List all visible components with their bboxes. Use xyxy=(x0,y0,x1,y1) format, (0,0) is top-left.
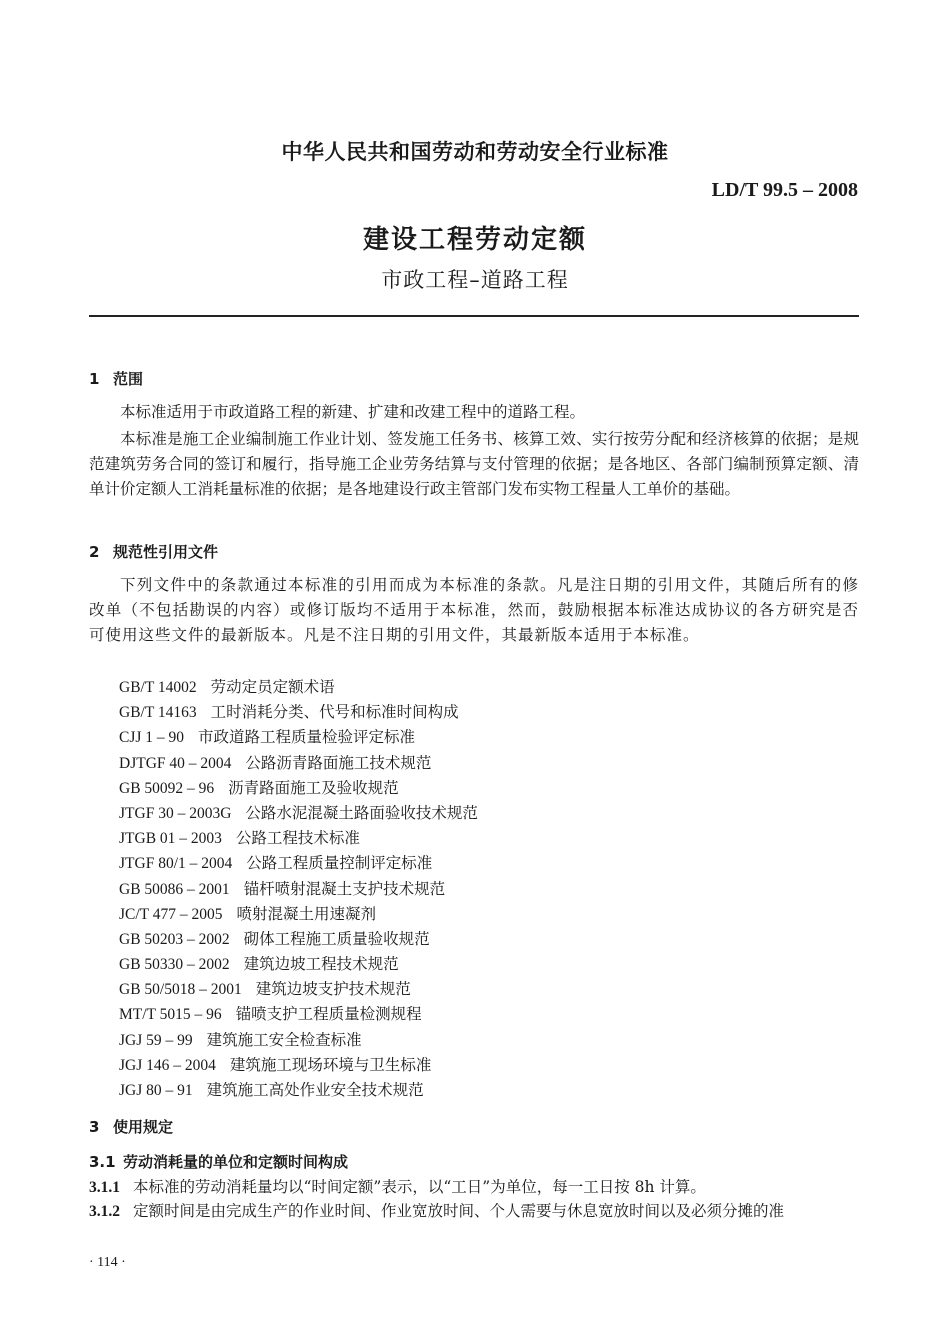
reference-code: JTGB 01 – 2003 xyxy=(119,830,222,848)
reference-title: 劳动定员定额术语 xyxy=(210,678,335,696)
reference-code: JC/T 477 – 2005 xyxy=(119,905,223,923)
clause-3-1-1-number: 3.1.1 xyxy=(89,1179,120,1196)
section-3-title: 使用规定 xyxy=(113,1118,174,1136)
reference-title: 砌体工程施工质量验收规范 xyxy=(243,929,430,948)
subsection-3-1-heading xyxy=(89,1151,348,1172)
clause-3-1-1-text: 本标准的劳动消耗量均以“时间定额”表示，以“工日”为单位，每一工日按 8h 计算。 xyxy=(133,1178,706,1196)
reference-code: JGJ 146 – 2004 xyxy=(119,1056,216,1074)
industry-standard-heading: 中华人民共和国劳动和劳动安全行业标准 xyxy=(281,140,669,164)
subsection-3-1-number: 3.1 xyxy=(89,1153,116,1171)
reference-item xyxy=(119,776,478,801)
normative-references-list xyxy=(119,675,478,1103)
reference-item xyxy=(119,826,478,851)
clause-3-1-2 xyxy=(89,1199,859,1224)
section-2-paragraph: 下列文件中的条款通过本标准的引用而成为本标准的条款。凡是注日期的引用文件，其随后所有的修改单（不包括勘误的内容）或修订版均不适用于本标准，然而，鼓励根据本标准达成协议的各方研究是否可使用这些文件的最新版本。凡是不注日期的引用文件，其最新版本适用于本标准。 xyxy=(89,576,859,644)
section-3-heading xyxy=(89,1116,173,1137)
clause-3-1-1 xyxy=(89,1175,859,1200)
reference-title: 市政道路工程质量检验评定标准 xyxy=(198,728,416,747)
reference-item xyxy=(119,1078,478,1103)
section-1-number: 1 xyxy=(89,370,100,388)
document-title: 建设工程劳动定额 xyxy=(362,225,587,255)
reference-item xyxy=(119,952,478,977)
reference-title: 公路工程技术标准 xyxy=(235,829,360,848)
reference-code: CJJ 1 – 90 xyxy=(119,729,185,747)
reference-code: DJTGF 40 – 2004 xyxy=(119,754,232,772)
reference-item xyxy=(119,751,478,776)
reference-title: 建筑边坡支护技术规范 xyxy=(255,980,411,999)
reference-item xyxy=(119,801,478,826)
section-1-title: 范围 xyxy=(113,370,144,388)
standard-code: LD/T 99.5 – 2008 xyxy=(711,179,858,201)
reference-code: GB 50092 – 96 xyxy=(119,779,215,797)
page-number: · 114 · xyxy=(89,1255,126,1270)
reference-code: JTGF 30 – 2003G xyxy=(119,804,232,822)
section-2-title: 规范性引用文件 xyxy=(113,543,219,561)
reference-title: 喷射混凝土用速凝剂 xyxy=(236,904,377,923)
reference-title: 建筑边坡工程技术规范 xyxy=(243,955,399,974)
section-2-heading xyxy=(89,541,218,562)
reference-title: 锚杆喷射混凝土支护技术规范 xyxy=(243,879,446,898)
reference-code: GB 50/5018 – 2001 xyxy=(119,981,242,999)
reference-item xyxy=(119,725,478,750)
reference-title: 建筑施工现场环境与卫生标准 xyxy=(229,1055,432,1074)
document-subtitle: 市政工程–道路工程 xyxy=(381,268,569,292)
reference-item xyxy=(119,977,478,1002)
section-3-number: 3 xyxy=(89,1118,100,1136)
reference-item xyxy=(119,902,478,927)
reference-code: GB 50203 – 2002 xyxy=(119,930,230,948)
reference-code: GB 50086 – 2001 xyxy=(119,880,230,898)
reference-title: 工时消耗分类、代号和标准时间构成 xyxy=(210,703,459,722)
reference-title: 公路沥青路面施工技术规范 xyxy=(245,753,432,772)
reference-title: 锚喷支护工程质量检测规程 xyxy=(235,1005,422,1024)
reference-code: GB 50330 – 2002 xyxy=(119,956,230,974)
reference-item xyxy=(119,700,478,725)
reference-code: MT/T 5015 – 96 xyxy=(119,1006,222,1024)
subsection-3-1-title: 劳动消耗量的单位和定额时间构成 xyxy=(123,1153,349,1171)
section-2-number: 2 xyxy=(89,543,100,561)
reference-item xyxy=(119,927,478,952)
reference-item xyxy=(119,675,478,700)
reference-title: 公路工程质量控制评定标准 xyxy=(246,854,433,873)
reference-title: 建筑施工安全检查标准 xyxy=(206,1030,362,1049)
reference-title: 公路水泥混凝土路面验收技术规范 xyxy=(245,803,478,822)
title-divider xyxy=(89,315,859,317)
reference-item xyxy=(119,1002,478,1027)
reference-item xyxy=(119,1053,478,1078)
reference-item xyxy=(119,1028,478,1053)
reference-code: JGJ 59 – 99 xyxy=(119,1031,193,1049)
reference-item xyxy=(119,877,478,902)
reference-title: 建筑施工高处作业安全技术规范 xyxy=(206,1081,424,1099)
reference-code: GB/T 14163 xyxy=(119,704,197,722)
clause-3-1-2-number: 3.1.2 xyxy=(89,1203,120,1220)
section-1-heading xyxy=(89,368,143,389)
reference-code: JGJ 80 – 91 xyxy=(119,1082,193,1099)
section-1-paragraph-2: 本标准是施工企业编制施工作业计划、签发施工任务书、核算工效、实行按劳分配和经济核算的依据；是规范建筑劳务合同的签订和履行，指导施工企业劳务结算与支付管理的依据；是各地区、各部门编制预算定额、清单计价定额人工消耗量标准的依据；是各地建设行政主管部门发布实物工程量人工单价的基础。 xyxy=(89,430,859,498)
clause-3-1-2-text: 定额时间是由完成生产的作业时间、作业宽放时间、个人需要与休息宽放时间以及必须分摊的准 xyxy=(133,1202,785,1220)
reference-code: GB/T 14002 xyxy=(119,679,197,696)
reference-code: JTGF 80/1 – 2004 xyxy=(119,855,233,873)
reference-title: 沥青路面施工及验收规范 xyxy=(228,778,399,797)
reference-item xyxy=(119,851,478,876)
section-1-paragraph-1: 本标准适用于市政道路工程的新建、扩建和改建工程中的道路工程。 xyxy=(120,403,586,421)
